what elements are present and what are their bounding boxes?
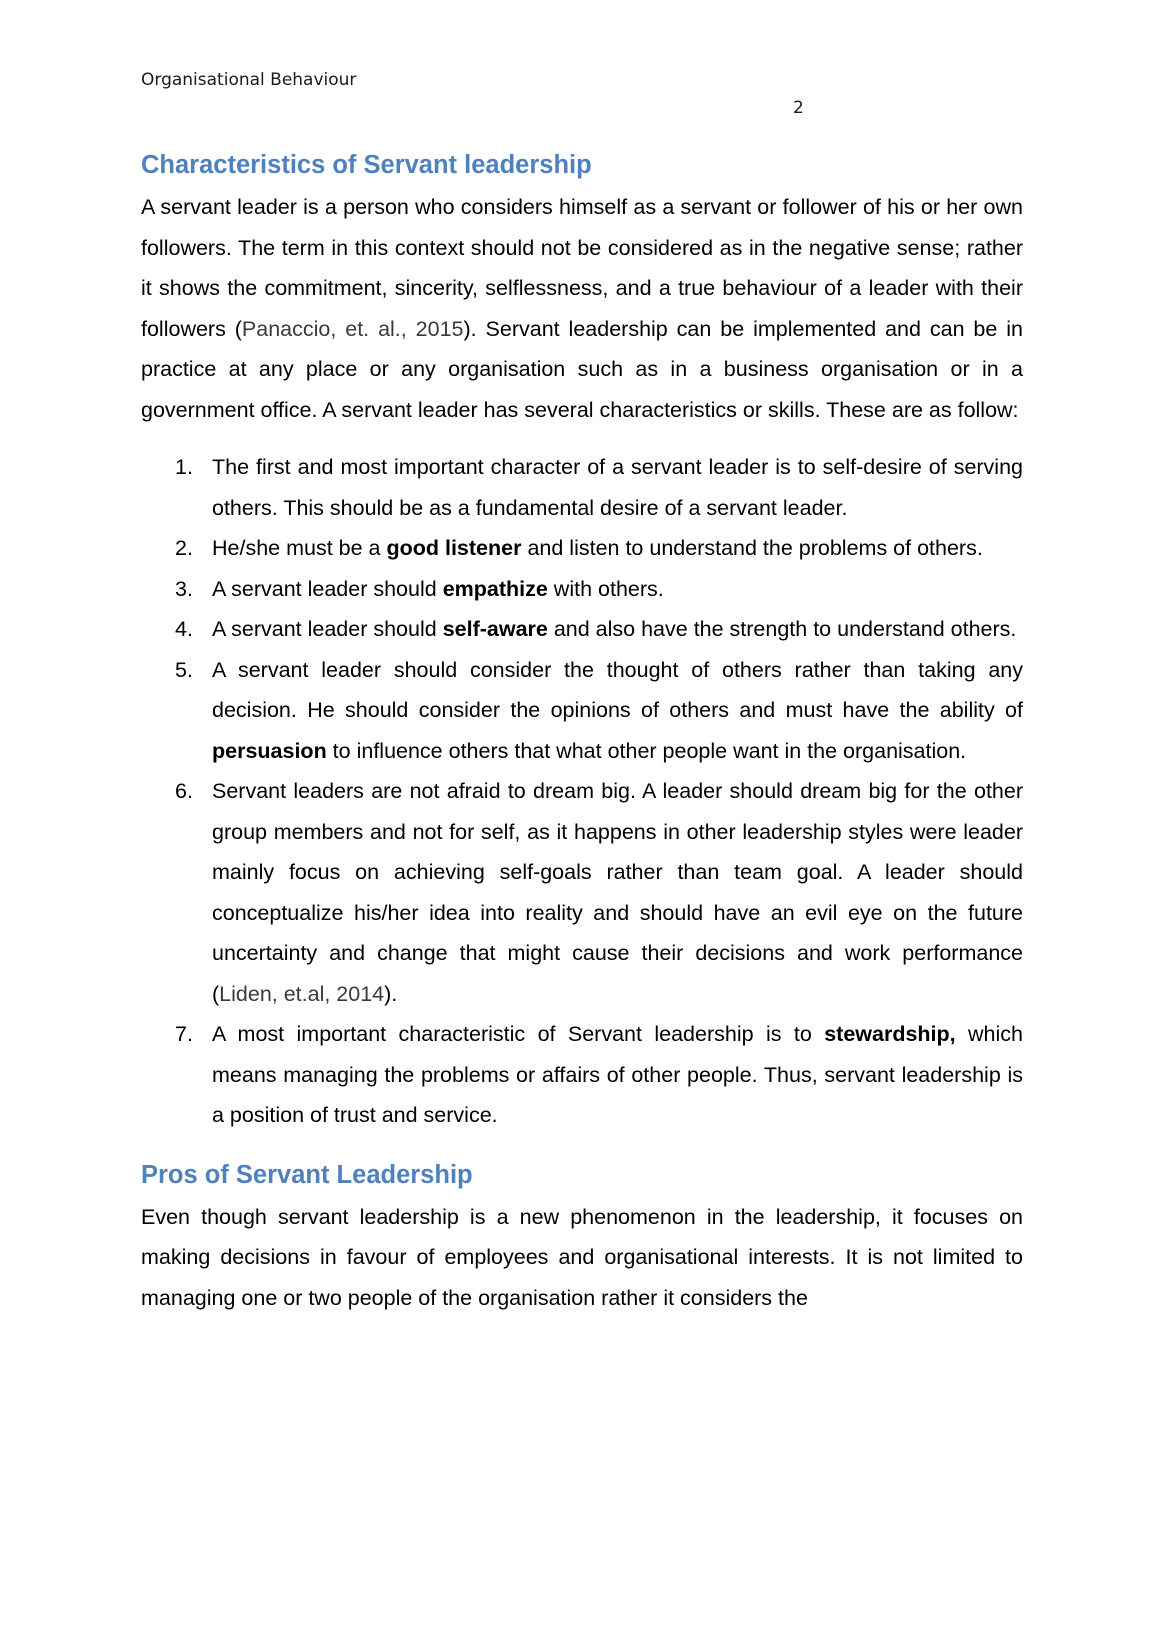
list-bold-term: self-aware [442,617,548,641]
list-text: with others. [547,576,664,601]
list-text: A servant leader should [212,617,443,641]
pros-paragraph: Even though servant leadership is a new phenomenon in the leadership, it focuses on making decisions in favour of employees and organisational interests. It is not limited to managing one or two people of the organisation rather it considers the [141,1204,1023,1310]
list-bold-term: stewardship, [824,1022,956,1046]
list-item [141,528,1023,569]
list-item [141,1014,1023,1136]
list-item [141,569,1023,610]
list-number: 5. [175,657,193,682]
list-number: 4. [175,617,193,641]
intro-text-part2: ). Servant leadership can be implemented and can be in practice at any place or any organisation such as in a business organisation or in a government office. A servant leader has several characteristics or skills. These are as follow: [141,316,1023,422]
list-text: and also have the strength to understand others. [547,617,1017,641]
list-text: Servant leaders are not afraid to dream big. A leader should dream big for the other group members and not for self, as it happens in other leadership styles were leader mainly focus on achieving self-goals rather than team goal. A leader should conceptualize his/her idea into reality and should have an evil eye on the future uncertainty and change that might cause their decisions and work performance ( [212,779,1023,1006]
list-text: to influence others that what other people want in the organisation. [326,738,967,763]
list-text: ). [384,981,398,1006]
characteristics-list [141,447,1023,1136]
citation-panaccio: Panaccio, et. al., 2015 [241,316,464,341]
list-text: and listen to understand the problems of others. [521,536,983,560]
document-body [141,143,1023,1318]
list-number: 6. [175,779,193,803]
section-heading-pros: Pros of Servant Leadership [141,1160,473,1189]
list-item [141,447,1023,528]
list-text: which means managing the problems or affairs of other people. Thus, servant leadership is a position of trust and service. [212,1022,1023,1127]
list-number: 2. [175,536,193,560]
list-item [141,771,1023,1014]
list-number: 7. [175,1022,193,1046]
citation-liden: Liden, et.al, 2014 [219,981,385,1006]
list-text: A servant leader should [212,576,443,601]
list-item [141,609,1023,650]
list-number: 3. [175,576,193,601]
list-text: A servant leader should consider the thought of others rather than taking any decision. He should consider the opinions of others and must have the ability of [212,657,1023,722]
list-text: A most important characteristic of Servant leadership is to [212,1022,825,1046]
intro-paragraph [141,187,1023,430]
list-item [141,650,1023,772]
list-bold-term: empathize [442,576,548,601]
list-bold-term: good listener [386,536,522,560]
list-text: The first and most important character of a servant leader is to self-desire of serving others. This should be as a fundamental desire of a servant leader. [212,455,1023,520]
section-heading-characteristics: Characteristics of Servant leadership [141,151,592,179]
intro-text-part1: A servant leader is a person who considers himself as a servant or follower of his or her own followers. The term in this context should not be considered as in the negative sense; rather it shows the commitment, sincerity, selflessness, and a true behaviour of a leader with their followers ( [141,195,1023,341]
running-header: Organisational Behaviour [141,70,357,90]
list-text: He/she must be a [212,536,387,560]
page-number: 2 [793,98,804,118]
list-bold-term: persuasion [212,738,327,763]
list-number: 1. [175,455,193,479]
